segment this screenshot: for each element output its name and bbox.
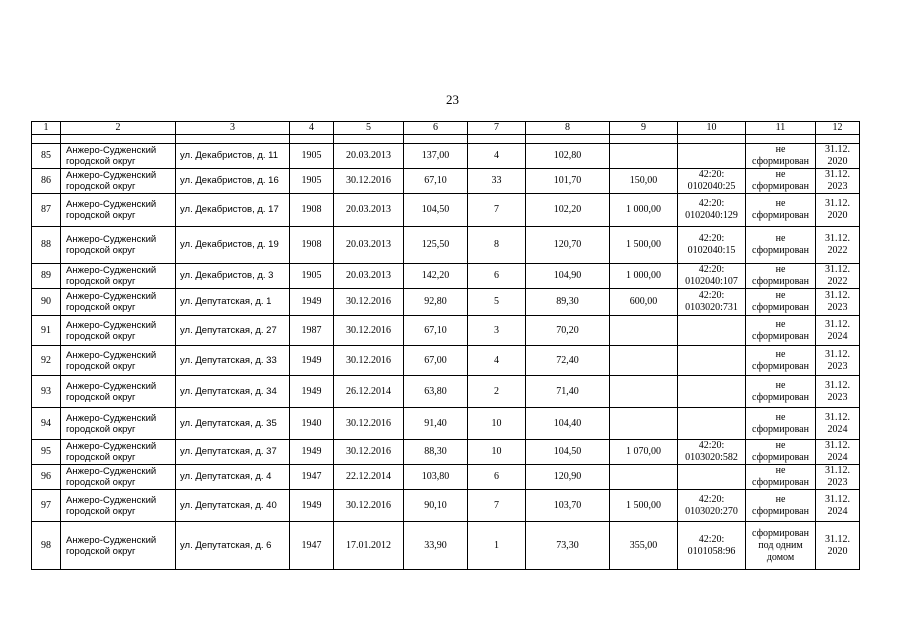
cell-area-living: 104,50	[526, 440, 610, 465]
cell-deadline: 31.12. 2023	[816, 465, 860, 490]
cell-date: 30.12.2016	[334, 408, 404, 440]
cell-municipality: Анжеро-Судженский городской округ	[61, 227, 176, 264]
cell-land-status: не сформирован	[746, 346, 816, 376]
cell-area-total: 92,80	[404, 289, 468, 316]
table-row	[32, 169, 860, 194]
column-header: 5	[334, 122, 404, 135]
cell-deadline: 31.12. 2023	[816, 169, 860, 194]
cell-row-number: 89	[32, 264, 61, 289]
cell-residents: 6	[468, 465, 526, 490]
cell-land-status: сформирован под одним домом	[746, 522, 816, 570]
spacer-row	[32, 135, 860, 144]
cell-date: 20.03.2013	[334, 144, 404, 169]
table-row	[32, 376, 860, 408]
cell-residents: 8	[468, 227, 526, 264]
cell-row-number: 98	[32, 522, 61, 570]
cell-land-status: не сформирован	[746, 316, 816, 346]
table-row	[32, 346, 860, 376]
housing-registry-table	[31, 121, 860, 570]
cell-deadline: 31.12. 2022	[816, 227, 860, 264]
cell-address: ул. Декабристов, д. 3	[176, 264, 290, 289]
cell-residents: 4	[468, 346, 526, 376]
cell-land-area: 1 070,00	[610, 440, 678, 465]
column-header: 12	[816, 122, 860, 135]
cell-land-area: 1 000,00	[610, 264, 678, 289]
cell-deadline: 31.12. 2024	[816, 408, 860, 440]
cell-year-built: 1908	[290, 227, 334, 264]
cell-land-area	[610, 316, 678, 346]
cell-land-area	[610, 376, 678, 408]
cell-address: ул. Депутатская, д. 34	[176, 376, 290, 408]
cell-land-status: не сформирован	[746, 465, 816, 490]
cell-land-area: 600,00	[610, 289, 678, 316]
cell-cadastral-number	[678, 376, 746, 408]
column-header: 7	[468, 122, 526, 135]
cell-area-living: 102,80	[526, 144, 610, 169]
table-row	[32, 440, 860, 465]
cell-address: ул. Депутатская, д. 4	[176, 465, 290, 490]
cell-deadline: 31.12. 2020	[816, 194, 860, 227]
column-header: 3	[176, 122, 290, 135]
cell-date: 20.03.2013	[334, 194, 404, 227]
cell-residents: 6	[468, 264, 526, 289]
cell-row-number: 90	[32, 289, 61, 316]
cell-land-status: не сформирован	[746, 376, 816, 408]
cell-row-number: 86	[32, 169, 61, 194]
cell-residents: 5	[468, 289, 526, 316]
cell-cadastral-number	[678, 144, 746, 169]
table-row	[32, 144, 860, 169]
cell-date: 30.12.2016	[334, 169, 404, 194]
cell-land-status: не сформирован	[746, 169, 816, 194]
cell-land-area: 1 000,00	[610, 194, 678, 227]
cell-cadastral-number: 42:20: 0103020:270	[678, 490, 746, 522]
cell-cadastral-number	[678, 316, 746, 346]
cell-area-total: 142,20	[404, 264, 468, 289]
cell-area-living: 104,40	[526, 408, 610, 440]
cell-area-living: 70,20	[526, 316, 610, 346]
cell-date: 20.03.2013	[334, 264, 404, 289]
cell-row-number: 87	[32, 194, 61, 227]
cell-address: ул. Декабристов, д. 19	[176, 227, 290, 264]
cell-cadastral-number: 42:20: 0103020:582	[678, 440, 746, 465]
cell-area-total: 90,10	[404, 490, 468, 522]
cell-land-status: не сформирован	[746, 144, 816, 169]
cell-year-built: 1947	[290, 465, 334, 490]
cell-year-built: 1908	[290, 194, 334, 227]
cell-area-living: 104,90	[526, 264, 610, 289]
cell-deadline: 31.12. 2023	[816, 346, 860, 376]
cell-cadastral-number: 42:20: 0101058:96	[678, 522, 746, 570]
cell-area-living: 89,30	[526, 289, 610, 316]
header-row	[32, 122, 860, 135]
cell-land-area	[610, 465, 678, 490]
cell-cadastral-number: 42:20: 0102040:25	[678, 169, 746, 194]
cell-date: 17.01.2012	[334, 522, 404, 570]
cell-year-built: 1949	[290, 376, 334, 408]
cell-cadastral-number: 42:20: 0102040:15	[678, 227, 746, 264]
cell-area-total: 63,80	[404, 376, 468, 408]
cell-cadastral-number: 42:20: 0103020:731	[678, 289, 746, 316]
cell-year-built: 1987	[290, 316, 334, 346]
cell-year-built: 1947	[290, 522, 334, 570]
cell-residents: 10	[468, 408, 526, 440]
cell-row-number: 85	[32, 144, 61, 169]
table-row	[32, 408, 860, 440]
cell-deadline: 31.12. 2024	[816, 490, 860, 522]
table-row	[32, 289, 860, 316]
cell-deadline: 31.12. 2020	[816, 522, 860, 570]
cell-row-number: 91	[32, 316, 61, 346]
cell-land-status: не сформирован	[746, 264, 816, 289]
cell-year-built: 1905	[290, 169, 334, 194]
cell-land-status: не сформирован	[746, 289, 816, 316]
cell-area-living: 120,90	[526, 465, 610, 490]
cell-area-living: 71,40	[526, 376, 610, 408]
cell-year-built: 1940	[290, 408, 334, 440]
column-header: 8	[526, 122, 610, 135]
cell-land-area: 355,00	[610, 522, 678, 570]
cell-cadastral-number	[678, 346, 746, 376]
cell-municipality: Анжеро-Судженский городской округ	[61, 465, 176, 490]
cell-residents: 4	[468, 144, 526, 169]
cell-municipality: Анжеро-Судженский городской округ	[61, 144, 176, 169]
cell-date: 22.12.2014	[334, 465, 404, 490]
cell-cadastral-number	[678, 465, 746, 490]
table-row	[32, 264, 860, 289]
cell-address: ул. Депутатская, д. 33	[176, 346, 290, 376]
cell-municipality: Анжеро-Судженский городской округ	[61, 289, 176, 316]
cell-residents: 33	[468, 169, 526, 194]
cell-deadline: 31.12. 2023	[816, 289, 860, 316]
cell-area-total: 67,10	[404, 169, 468, 194]
cell-residents: 3	[468, 316, 526, 346]
cell-residents: 7	[468, 194, 526, 227]
table-row	[32, 194, 860, 227]
cell-municipality: Анжеро-Судженский городской округ	[61, 194, 176, 227]
cell-area-living: 73,30	[526, 522, 610, 570]
cell-area-total: 104,50	[404, 194, 468, 227]
cell-row-number: 88	[32, 227, 61, 264]
column-header: 9	[610, 122, 678, 135]
table-row	[32, 465, 860, 490]
cell-date: 30.12.2016	[334, 346, 404, 376]
cell-row-number: 93	[32, 376, 61, 408]
cell-land-area	[610, 346, 678, 376]
cell-cadastral-number	[678, 408, 746, 440]
cell-area-total: 125,50	[404, 227, 468, 264]
cell-row-number: 96	[32, 465, 61, 490]
cell-area-total: 67,10	[404, 316, 468, 346]
cell-address: ул. Декабристов, д. 11	[176, 144, 290, 169]
column-header: 6	[404, 122, 468, 135]
cell-municipality: Анжеро-Судженский городской округ	[61, 440, 176, 465]
cell-date: 30.12.2016	[334, 440, 404, 465]
cell-address: ул. Депутатская, д. 27	[176, 316, 290, 346]
cell-land-status: не сформирован	[746, 440, 816, 465]
cell-area-living: 120,70	[526, 227, 610, 264]
cell-row-number: 95	[32, 440, 61, 465]
cell-address: ул. Декабристов, д. 17	[176, 194, 290, 227]
cell-year-built: 1949	[290, 289, 334, 316]
cell-date: 20.03.2013	[334, 227, 404, 264]
column-header: 1	[32, 122, 61, 135]
cell-municipality: Анжеро-Судженский городской округ	[61, 522, 176, 570]
cell-year-built: 1949	[290, 346, 334, 376]
cell-date: 30.12.2016	[334, 289, 404, 316]
column-header: 2	[61, 122, 176, 135]
cell-area-living: 101,70	[526, 169, 610, 194]
cell-row-number: 92	[32, 346, 61, 376]
page-number: 23	[446, 92, 459, 107]
column-header: 4	[290, 122, 334, 135]
cell-land-area	[610, 144, 678, 169]
cell-municipality: Анжеро-Судженский городской округ	[61, 169, 176, 194]
cell-date: 30.12.2016	[334, 316, 404, 346]
cell-area-total: 91,40	[404, 408, 468, 440]
cell-residents: 2	[468, 376, 526, 408]
cell-municipality: Анжеро-Судженский городской округ	[61, 490, 176, 522]
cell-municipality: Анжеро-Судженский городской округ	[61, 346, 176, 376]
cell-land-area: 150,00	[610, 169, 678, 194]
cell-deadline: 31.12. 2024	[816, 316, 860, 346]
cell-land-area: 1 500,00	[610, 227, 678, 264]
cell-address: ул. Депутатская, д. 37	[176, 440, 290, 465]
cell-address: ул. Декабристов, д. 16	[176, 169, 290, 194]
cell-address: ул. Депутатская, д. 6	[176, 522, 290, 570]
cell-address: ул. Депутатская, д. 40	[176, 490, 290, 522]
cell-area-total: 67,00	[404, 346, 468, 376]
cell-cadastral-number: 42:20: 0102040:107	[678, 264, 746, 289]
cell-residents: 7	[468, 490, 526, 522]
cell-area-total: 137,00	[404, 144, 468, 169]
cell-deadline: 31.12. 2020	[816, 144, 860, 169]
cell-land-status: не сформирован	[746, 408, 816, 440]
cell-residents: 1	[468, 522, 526, 570]
cell-land-area: 1 500,00	[610, 490, 678, 522]
cell-area-total: 103,80	[404, 465, 468, 490]
column-header: 11	[746, 122, 816, 135]
cell-deadline: 31.12. 2022	[816, 264, 860, 289]
cell-area-living: 102,20	[526, 194, 610, 227]
cell-date: 30.12.2016	[334, 490, 404, 522]
cell-land-status: не сформирован	[746, 194, 816, 227]
table-row	[32, 227, 860, 264]
cell-municipality: Анжеро-Судженский городской округ	[61, 376, 176, 408]
cell-row-number: 97	[32, 490, 61, 522]
cell-area-total: 33,90	[404, 522, 468, 570]
cell-cadastral-number: 42:20: 0102040:129	[678, 194, 746, 227]
cell-area-living: 103,70	[526, 490, 610, 522]
cell-land-status: не сформирован	[746, 227, 816, 264]
cell-year-built: 1949	[290, 440, 334, 465]
cell-residents: 10	[468, 440, 526, 465]
cell-row-number: 94	[32, 408, 61, 440]
column-header: 10	[678, 122, 746, 135]
cell-area-total: 88,30	[404, 440, 468, 465]
cell-year-built: 1905	[290, 264, 334, 289]
cell-deadline: 31.12. 2024	[816, 440, 860, 465]
cell-address: ул. Депутатская, д. 1	[176, 289, 290, 316]
cell-municipality: Анжеро-Судженский городской округ	[61, 408, 176, 440]
cell-date: 26.12.2014	[334, 376, 404, 408]
table-row	[32, 490, 860, 522]
cell-land-area	[610, 408, 678, 440]
cell-municipality: Анжеро-Судженский городской округ	[61, 264, 176, 289]
cell-municipality: Анжеро-Судженский городской округ	[61, 316, 176, 346]
cell-area-living: 72,40	[526, 346, 610, 376]
table-row	[32, 316, 860, 346]
cell-year-built: 1905	[290, 144, 334, 169]
cell-address: ул. Депутатская, д. 35	[176, 408, 290, 440]
cell-land-status: не сформирован	[746, 490, 816, 522]
cell-year-built: 1949	[290, 490, 334, 522]
table-row	[32, 522, 860, 570]
cell-deadline: 31.12. 2023	[816, 376, 860, 408]
